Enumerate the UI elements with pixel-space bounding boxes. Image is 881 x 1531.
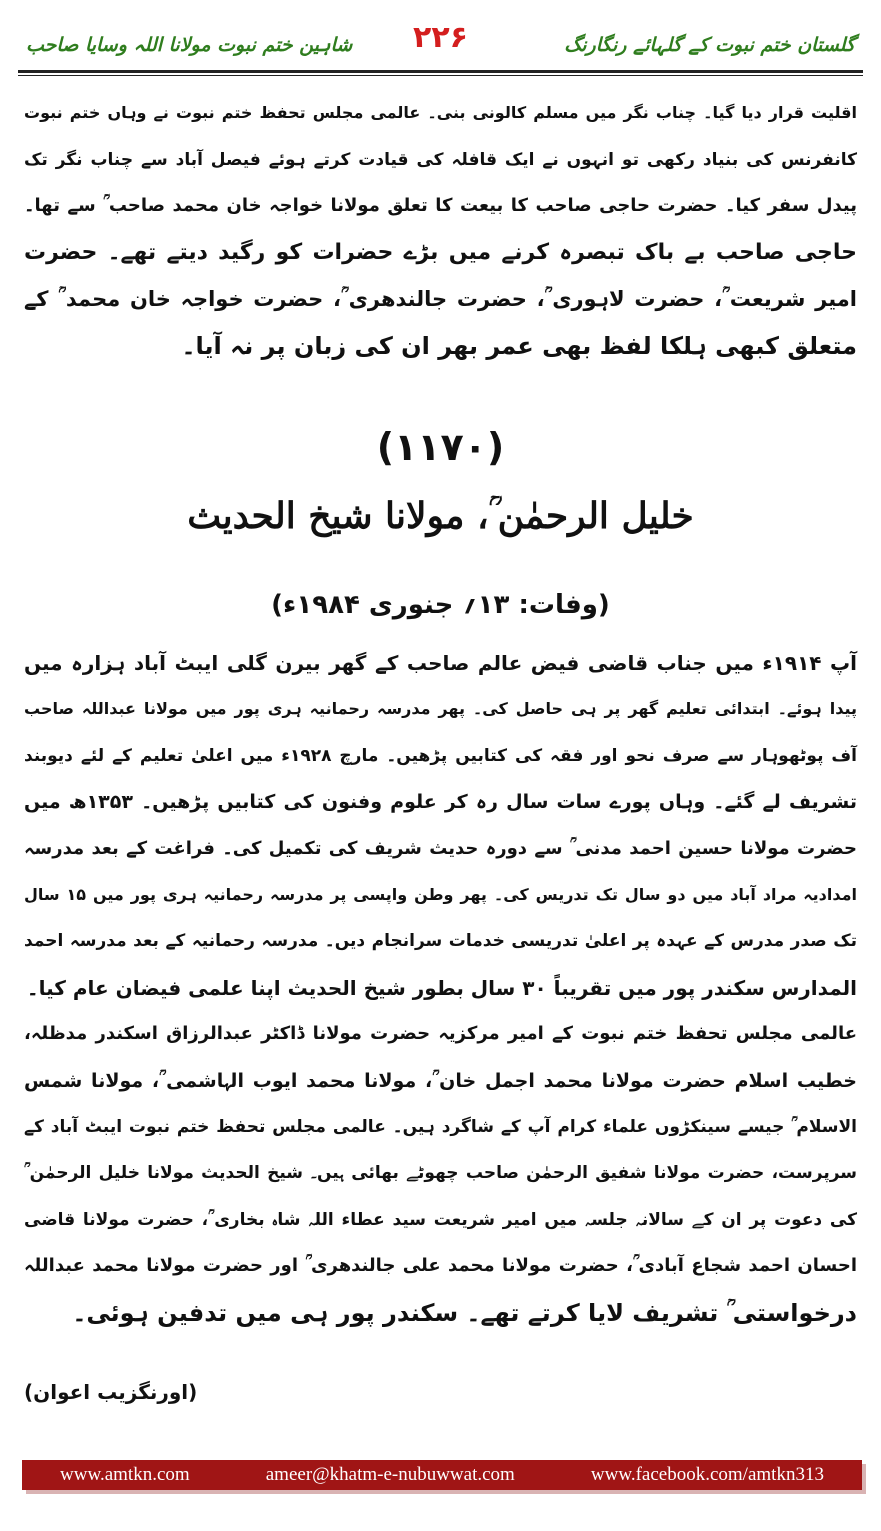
book-title: گلستان ختم نبوت کے گلہائے رنگارنگ xyxy=(564,34,855,56)
death-date: (وفات: ۱۳؍ جنوری ۱۹۸۴ء) xyxy=(271,590,610,620)
facebook-link[interactable]: www.facebook.com/amtkn313 xyxy=(590,1464,824,1485)
text-line: حضرت مولانا حسین احمد مدنی ؒ سے دورہ حدیث شریف کی تکمیل کی۔ فراغت کے بعد مدرسہ xyxy=(24,837,857,859)
text-line: المدارس سکندر پور میں تقریباً ۳۰ سال بطور شیخ الحدیث اپنا علمی فیضان عام کیا۔ xyxy=(26,975,857,1000)
page-header xyxy=(18,14,863,72)
biography-paragraph xyxy=(24,640,857,1336)
website-link[interactable]: www.amtkn.com xyxy=(60,1464,190,1485)
entry-number: (۱۱۷۰) xyxy=(376,425,505,469)
text-line: متعلق کبھی ہلکا لفظ بھی عمر بھر ان کی زبان پر نہ آیا۔ xyxy=(181,331,857,360)
email-link[interactable]: ameer@khatm-e-nubuwwat.com xyxy=(265,1464,515,1485)
text-line: سرپرست، حضرت مولانا شفیق الرحمٰن صاحب چھوٹے بھائی ہیں۔ شیخ الحدیث مولانا خلیل الرحمٰن ؒ xyxy=(24,1163,857,1184)
text-line: پیدل سفر کیا۔ حضرت حاجی صاحب کا بیعت کا تعلق مولانا خواجہ خان محمد صاحب ؒ سے تھا۔ xyxy=(24,195,857,216)
text-line: احسان احمد شجاع آبادی ؒ، حضرت مولانا محمد علی جالندھری ؒ اور حضرت مولانا محمد عبداللہ xyxy=(24,1255,857,1277)
intro-paragraph xyxy=(24,90,857,369)
entry-title: خلیل الرحمٰن ؒ، مولانا شیخ الحدیث xyxy=(187,495,694,537)
header-rule xyxy=(18,70,863,73)
text-line: کانفرنس کی بنیاد رکھی تو انہوں نے ایک قافلہ کی قیادت کرتے ہوئے فیصل آباد سے چناب نگر تک xyxy=(24,149,857,170)
author-signature: (اورنگزیب اعوان) xyxy=(24,1380,198,1404)
footer-bar xyxy=(22,1460,862,1490)
text-line: آف پوٹھوہار سے صرف نحو اور فقہ کی کتابیں پڑھیں۔ مارچ ۱۹۲۸ء میں اعلیٰ تعلیم کے لئے دیوبند xyxy=(24,745,857,766)
text-line: امیر شریعت ؒ، حضرت لاہوری ؒ، حضرت جالندھری ؒ، حضرت خواجہ خان محمد ؒ کے xyxy=(24,287,857,311)
text-line: اقلیت قرار دیا گیا۔ چناب نگر میں مسلم کالونی بنی۔ عالمی مجلس تحفظ ختم نبوت نے وہاں ختم نبوت xyxy=(24,103,857,122)
text-line: عالمی مجلس تحفظ ختم نبوت کے امیر مرکزیہ حضرت مولانا ڈاکٹر عبدالرزاق اسکندر مدظلہ، xyxy=(24,1023,857,1045)
text-line: خطیب اسلام حضرت مولانا محمد اجمل خان ؒ، مولانا محمد ایوب الہاشمی ؒ، مولانا شمس xyxy=(24,1069,857,1092)
author-title: شاہین ختم نبوت مولانا اللہ وسایا صاحب xyxy=(26,34,353,56)
text-line: تک صدر مدرس کے عہدہ پر اعلیٰ تدریسی خدمات سرانجام دیں۔ مدرسہ رحمانیہ کے بعد مدرسہ احمد xyxy=(24,931,857,952)
text-line: کی دعوت پر ان کے سالانہ جلسہ میں امیر شریعت سید عطاء اللہ شاہ بخاری ؒ، حضرت مولانا قاضی xyxy=(24,1209,857,1230)
page-number: ۲۲۶ xyxy=(413,20,468,55)
text-line: امدادیہ مراد آباد میں دو سال تک تدریس کی۔ پھر وطن واپسی پر مدرسہ رحمانیہ ہری پور میں ۱۵ سال xyxy=(24,885,857,905)
header-rule-thin xyxy=(18,75,863,76)
text-line: تشریف لے گئے۔ وہاں پورے سات سال رہ کر علوم وفنون کی کتابیں پڑھیں۔ ۱۳۵۳ھ میں xyxy=(24,791,857,814)
text-line: الاسلام ؒ جیسے سینکڑوں علماء کرام آپ کے شاگرد ہیں۔ عالمی مجلس تحفظ ختم نبوت ایبٹ آباد کے xyxy=(24,1117,857,1138)
text-line: پیدا ہوئے۔ ابتدائی تعلیم گھر پر ہی حاصل کی۔ پھر مدرسہ رحمانیہ ہری پور میں مولانا عبداللہ صاحب xyxy=(24,699,857,719)
text-line: درخواستی ؒ تشریف لایا کرتے تھے۔ سکندر پور ہی میں تدفین ہوئی۔ xyxy=(72,1298,857,1327)
text-line: حاجی صاحب بے باک تبصرہ کرنے میں بڑے حضرات کو رگید دیتے تھے۔ حضرت xyxy=(24,239,857,265)
text-line: آپ ۱۹۱۴ء میں جناب قاضی فیض عالم صاحب کے گھر بیرن گلی ایبٹ آباد ہزارہ میں xyxy=(24,651,858,675)
